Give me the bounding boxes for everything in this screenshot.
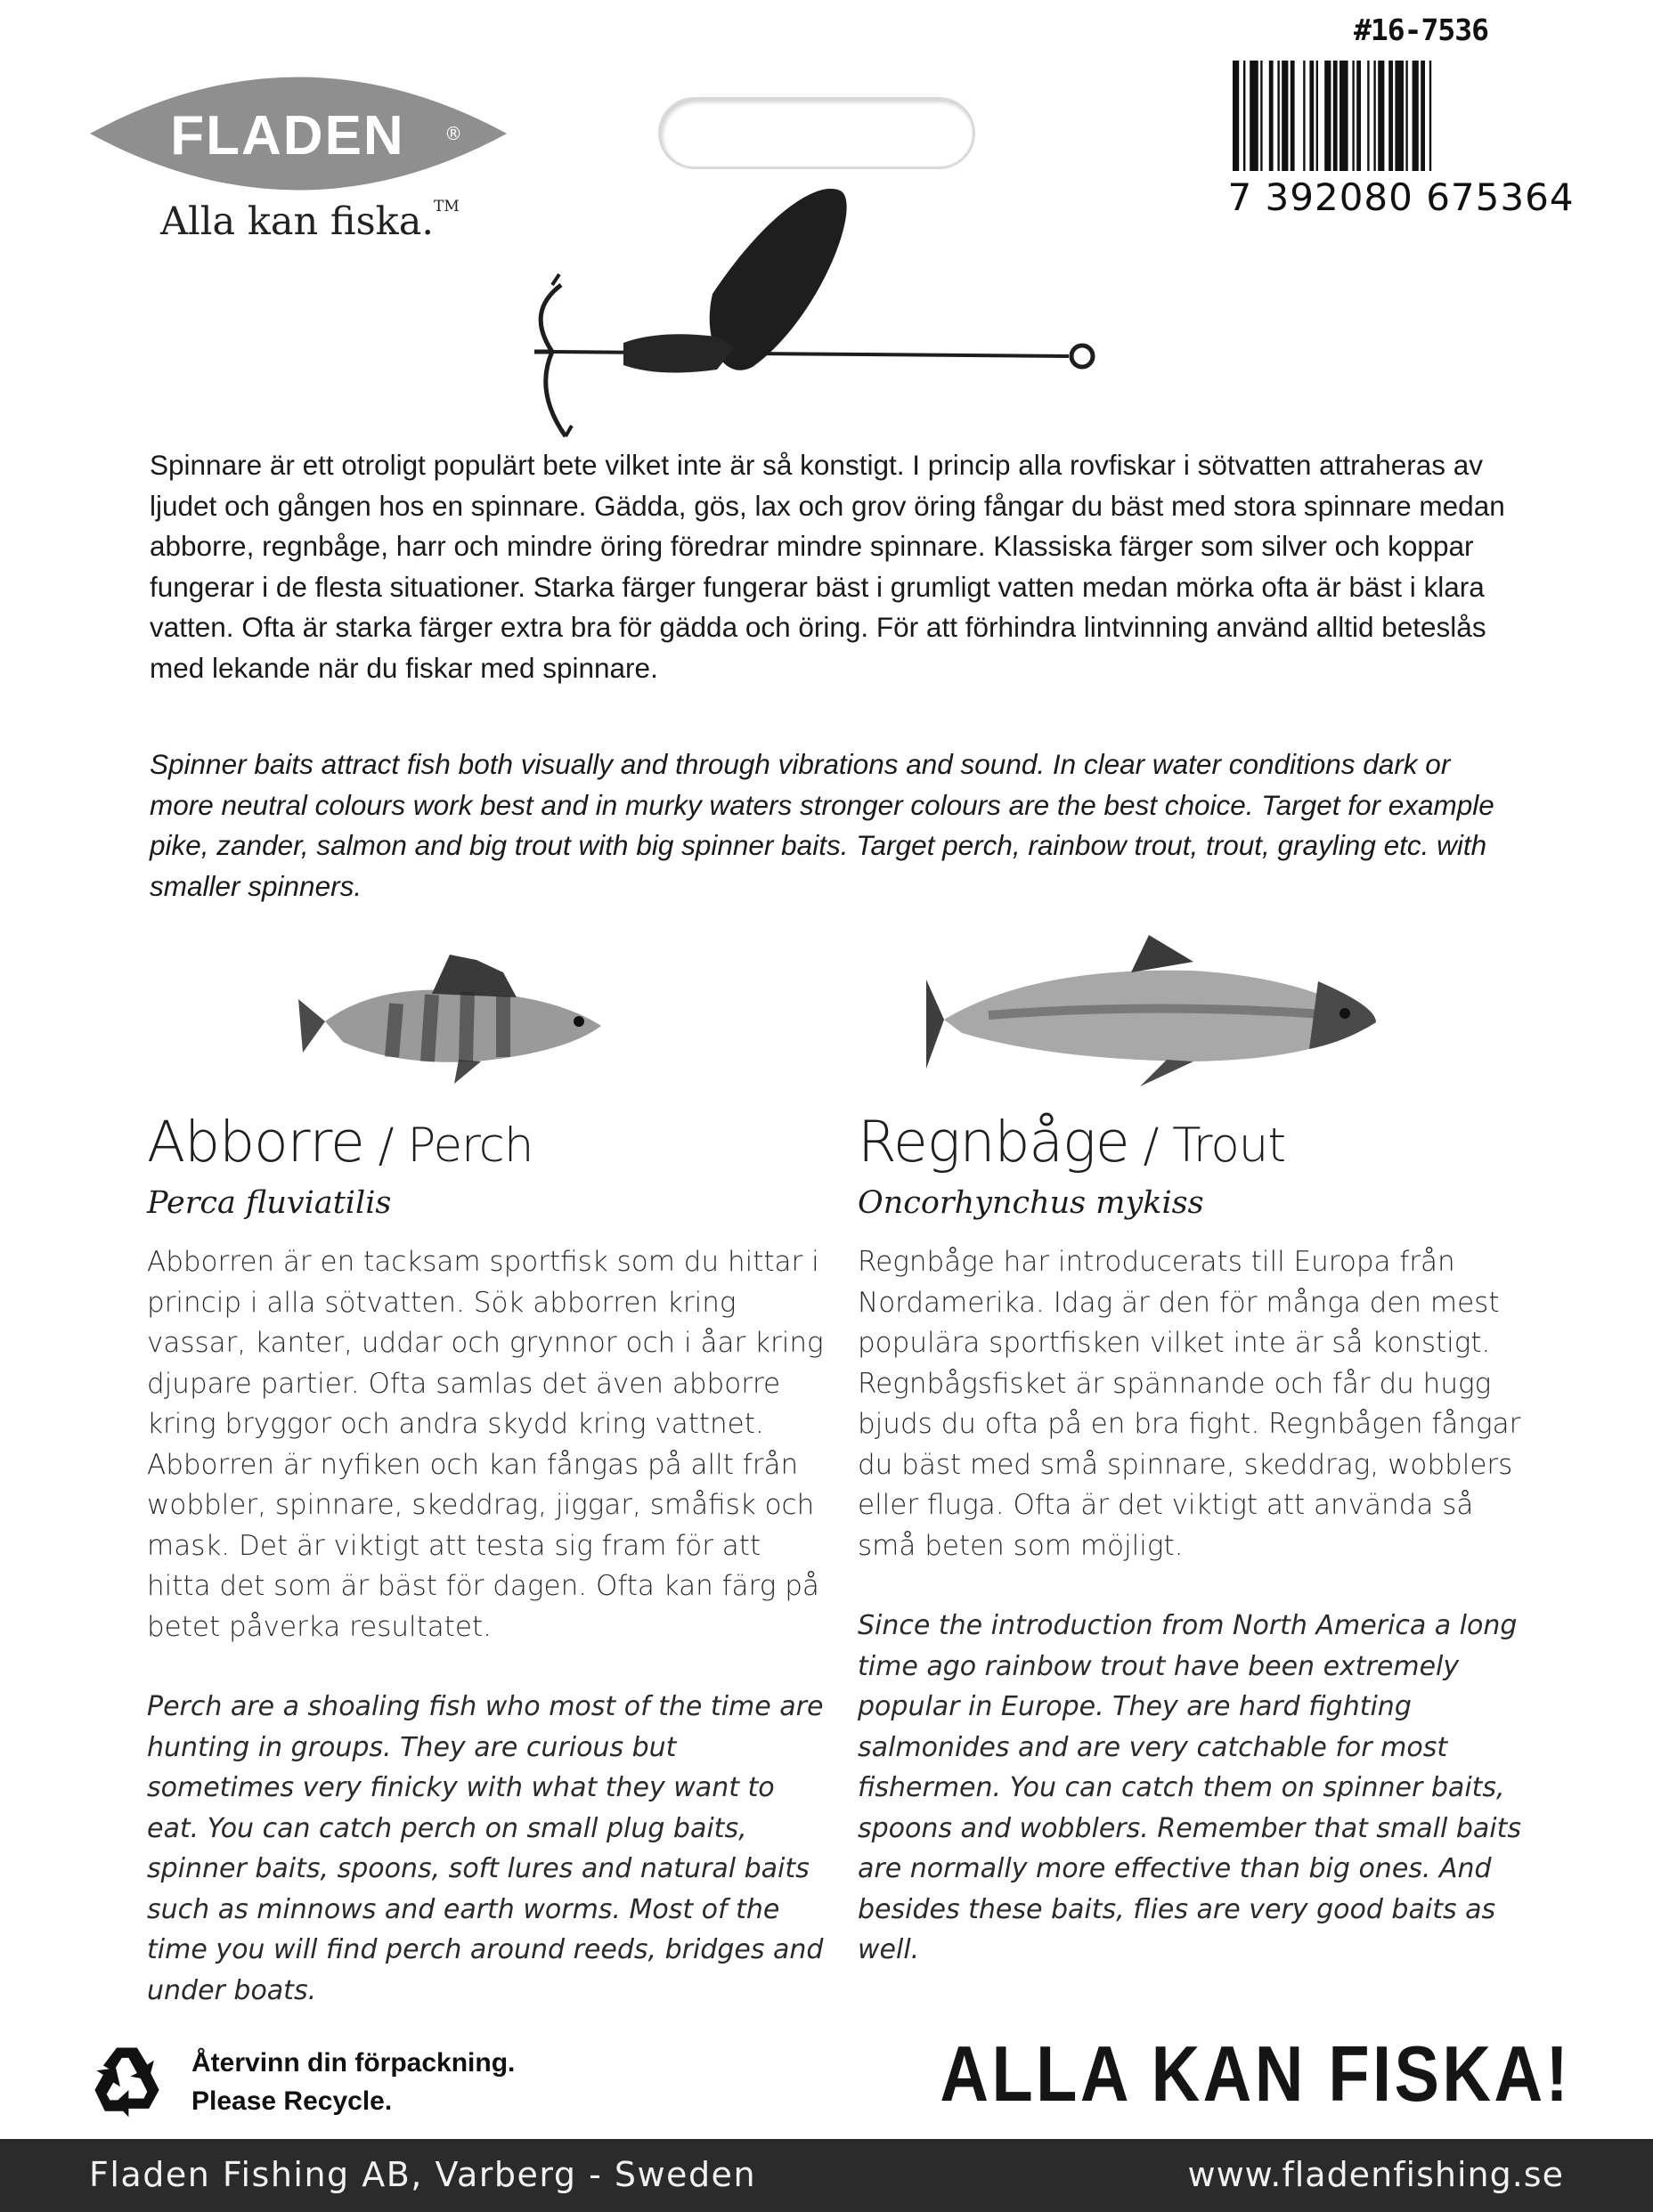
fish-name-english: Trout bbox=[1172, 1118, 1286, 1173]
fish-latin-name: Oncorhynchus mykiss bbox=[858, 1185, 1204, 1221]
barcode-number: 7 392080 675364 bbox=[1227, 175, 1575, 217]
fladen-logo bbox=[85, 67, 512, 200]
tagline bbox=[160, 198, 460, 244]
website-link[interactable]: www.fladenfishing.se bbox=[1187, 2155, 1564, 2194]
tagline-text: Alla kan fiska. bbox=[160, 199, 435, 244]
registered-mark: ® bbox=[444, 123, 462, 144]
barcode bbox=[1227, 61, 1575, 217]
trademark-symbol: TM bbox=[434, 198, 460, 216]
fish-description-swedish: Abborren är en tacksam sportfisk som du hittar i princip i alla sötvatten. Sök abborren kring vassar, kanter, uddar och grynnor och i åar kring djupare partier. Ofta samlas det även abborre kring bryggor och andra skydd kring vattnet. Abborren är nyfiken och kan fångas på allt från wobbler, spinnare, skeddrag, jiggar, småfisk och mask. Det är viktigt att testa sig fram för att hitta det som är bäst för dagen. Ofta kan färg på betet påverka resultatet. bbox=[147, 1246, 824, 1643]
fish-latin-name: Perca fluviatilis bbox=[147, 1185, 392, 1221]
recycle-icon bbox=[85, 2039, 169, 2124]
name-separator: / bbox=[1128, 1118, 1173, 1173]
fish-name-swedish: Abborre bbox=[147, 1110, 364, 1175]
perch-illustration bbox=[298, 937, 619, 1088]
fish-description-english: Perch are a shoaling fish who most of the time are hunting in groups. They are curious but sometimes very finicky with what they want to eat. You can catch perch on small plug baits, spinner baits, spoons, soft lures and natural baits such as minnows and earth worms. Most of the time you will find perch around reeds, bridges and under boats. bbox=[147, 1691, 824, 2006]
logo-text: FLADEN bbox=[170, 105, 405, 167]
fish-heading bbox=[147, 1109, 824, 1180]
slogan: ALLA KAN FISKA! bbox=[940, 2029, 1571, 2118]
fish-section-trout bbox=[858, 1109, 1535, 1971]
fish-section-perch bbox=[147, 1109, 824, 2011]
fish-description-swedish: Regnbåge har introducerats till Europa från Nordamerika. Idag är den för många den mest populära sportfisken vilket inte är så konstigt. Regnbågsfisket är spännande och får du hugg bjuds du ofta på en bra fight. Regnbågen fångar du bäst med små spinnare, skeddrag, wobblers eller fluga. Ofta är det viktigt att använda så små beten som möjligt. bbox=[858, 1246, 1521, 1562]
name-separator: / bbox=[363, 1118, 408, 1173]
fish-description-english: Since the introduction from North America a long time ago rainbow trout have been extremely popular in Europe. They are hard fighting salmonides and are very catchable for most fishermen. You can catch them on spinner baits, spoons and wobblers. Remember that small baits are normally more effective than big ones. And besides these baits, flies are very good baits as well. bbox=[858, 1610, 1521, 1965]
trout-illustration bbox=[926, 926, 1389, 1095]
recycle-text-english: Please Recycle. bbox=[191, 2086, 393, 2116]
intro-swedish: Spinnare är ett otroligt populärt bete vilket inte är så konstigt. I princip alla rovfiskar i sötvatten attraheras av ljudet och gången hos en spinnare. Gädda, gös, lax och grov öring fångar du bäst med stora spinnare medan abborre, regnbåge, harr och mindre öring föredrar mindre spinnare. Klassiska färger som silver och koppar fungerar i de flesta situationer. Starka färger fungerar bäst i grumligt vatten medan mörka ofta är bäst i klara vatten. Ofta är starka färger extra bra för gädda och öring. För att förhindra lintvinning använd alltid beteslås med lekande när du fiskar med spinnare. bbox=[150, 449, 1505, 684]
fish-name-english: Perch bbox=[407, 1118, 533, 1173]
recycle-text-swedish: Återvinn din förpackning. bbox=[191, 2048, 516, 2078]
fish-heading bbox=[858, 1109, 1535, 1180]
company-address: Fladen Fishing AB, Varberg - Sweden bbox=[89, 2155, 757, 2194]
spinner-lure-illustration bbox=[534, 178, 1104, 445]
hang-hole bbox=[661, 100, 973, 167]
fish-name-swedish: Regnbåge bbox=[858, 1110, 1129, 1175]
article-number: #16-7536 bbox=[1354, 12, 1488, 47]
intro-english: Spinner baits attract fish both visually and through vibrations and sound. In clear water conditions dark or more neutral colours work best and in murky waters stronger colours are the best choice. Target for example pike, zander, salmon and big trout with big spinner baits. Target perch, rainbow trout, trout, grayling etc. with smaller spinners. bbox=[150, 748, 1494, 902]
